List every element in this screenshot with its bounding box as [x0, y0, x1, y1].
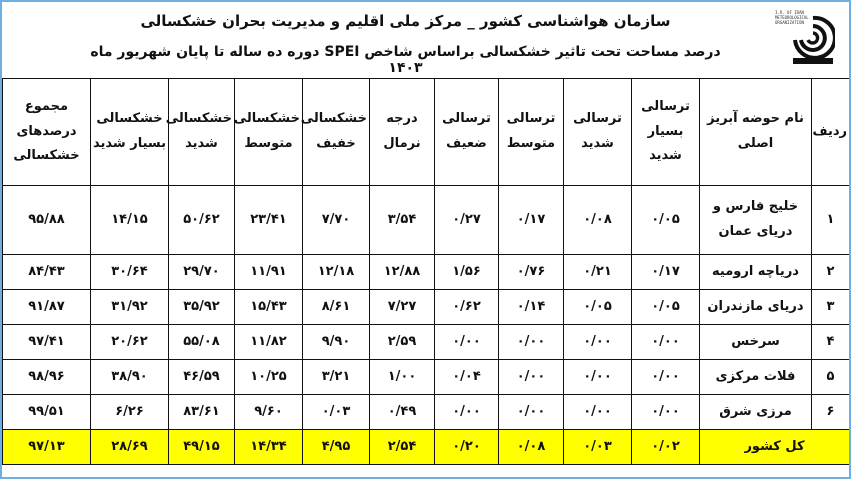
table-cell: ۰/۰۵: [564, 290, 632, 325]
total-cell: ۱۴/۳۴: [235, 430, 303, 465]
table-cell: ۲۰/۶۲: [91, 325, 169, 360]
column-header: ترسالی شدید: [564, 79, 632, 186]
report-header: [2, 2, 849, 79]
table-cell: ۱۱/۸۲: [235, 325, 303, 360]
table-header-row: [3, 79, 850, 186]
table-cell: ۸۴/۴۳: [3, 255, 91, 290]
spiral-logo-icon: [791, 14, 835, 66]
row-index: ۱: [812, 186, 850, 255]
column-header: نام حوضه آبریز اصلی: [700, 79, 812, 186]
table-cell: ۳۸/۹۰: [91, 360, 169, 395]
table-cell: ۳۰/۶۴: [91, 255, 169, 290]
table-cell: ۱۵/۴۳: [235, 290, 303, 325]
basin-name: خلیج فارس و دریای عمان: [700, 186, 812, 255]
table-row: [3, 255, 850, 290]
column-header: ترسالی بسیار شدید: [632, 79, 700, 186]
table-cell: ۶/۲۶: [91, 395, 169, 430]
basin-name: دریاچه ارومیه: [700, 255, 812, 290]
basin-name: فلات مرکزی: [700, 360, 812, 395]
table-row: [3, 325, 850, 360]
total-cell: ۰/۰۸: [499, 430, 564, 465]
table-cell: ۹۱/۸۷: [3, 290, 91, 325]
row-index: ۶: [812, 395, 850, 430]
table-cell: ۳۵/۹۲: [169, 290, 235, 325]
table-cell: ۷/۷۰: [303, 186, 370, 255]
table-row: [3, 360, 850, 395]
table-cell: ۰/۰۰: [435, 325, 499, 360]
column-header: مجموع درصدهای خشکسالی: [3, 79, 91, 186]
report-subtitle: درصد مساحت تحت تاثیر خشکسالی براساس شاخص SPEI دوره ده ساله تا پایان شهریور ماه ۱۴۰۳: [90, 44, 721, 76]
table-cell: ۱۴/۱۵: [91, 186, 169, 255]
row-index: ۳: [812, 290, 850, 325]
table-cell: ۹۸/۹۶: [3, 360, 91, 395]
table-cell: ۹۹/۵۱: [3, 395, 91, 430]
table-cell: ۰/۰۰: [499, 325, 564, 360]
column-header: خشکسالی متوسط: [235, 79, 303, 186]
table-cell: ۰/۲۱: [564, 255, 632, 290]
table-cell: ۰/۰۵: [632, 290, 700, 325]
column-header: درجه نرمال: [370, 79, 435, 186]
table-cell: ۰/۰۰: [632, 360, 700, 395]
total-cell: ۴۹/۱۵: [169, 430, 235, 465]
table-cell: ۰/۲۷: [435, 186, 499, 255]
table-cell: ۱/۰۰: [370, 360, 435, 395]
logo-caption: I.R. OF IRAN METEOROLOGICAL ORGANIZATION: [775, 10, 809, 25]
table-cell: ۰/۰۵: [632, 186, 700, 255]
organization-logo: [775, 10, 835, 72]
table-cell: ۴۶/۵۹: [169, 360, 235, 395]
table-cell: ۰/۰۰: [632, 325, 700, 360]
table-cell: ۹۵/۸۸: [3, 186, 91, 255]
column-header: خشکسالی خفیف: [303, 79, 370, 186]
total-cell: ۴/۹۵: [303, 430, 370, 465]
table-cell: ۰/۶۲: [435, 290, 499, 325]
table-cell: ۳۱/۹۲: [91, 290, 169, 325]
table-cell: ۸/۶۱: [303, 290, 370, 325]
table-cell: ۰/۰۰: [564, 395, 632, 430]
column-header: خشکسالی بسیار شدید: [91, 79, 169, 186]
report-title: سازمان هواشناسی کشور _ مرکز ملی اقلیم و مدیریت بحران خشکسالی: [140, 12, 671, 30]
table-cell: ۰/۰۰: [632, 395, 700, 430]
table-cell: ۱۲/۸۸: [370, 255, 435, 290]
row-index: ۵: [812, 360, 850, 395]
table-cell: ۳/۵۴: [370, 186, 435, 255]
total-cell: ۰/۲۰: [435, 430, 499, 465]
table-cell: ۰/۰۴: [435, 360, 499, 395]
table-cell: ۰/۴۹: [370, 395, 435, 430]
table-cell: ۰/۰۰: [499, 360, 564, 395]
table-cell: ۸۳/۶۱: [169, 395, 235, 430]
total-cell: ۰/۰۳: [564, 430, 632, 465]
table-cell: ۰/۰۰: [435, 395, 499, 430]
row-index: ۲: [812, 255, 850, 290]
table-cell: ۱۱/۹۱: [235, 255, 303, 290]
row-index: ۴: [812, 325, 850, 360]
table-cell: ۳/۲۱: [303, 360, 370, 395]
table-row: [3, 186, 850, 255]
table-cell: ۰/۰۳: [303, 395, 370, 430]
column-header: خشکسالی شدید: [169, 79, 235, 186]
column-header: ترسالی ضعیف: [435, 79, 499, 186]
table-cell: ۲۳/۴۱: [235, 186, 303, 255]
table-cell: ۹/۶۰: [235, 395, 303, 430]
table-cell: ۹۷/۴۱: [3, 325, 91, 360]
basin-name: مرزی شرق: [700, 395, 812, 430]
basin-name: سرخس: [700, 325, 812, 360]
table-cell: ۰/۱۷: [632, 255, 700, 290]
total-cell: ۲۸/۶۹: [91, 430, 169, 465]
table-cell: ۱۰/۲۵: [235, 360, 303, 395]
table-cell: ۱/۵۶: [435, 255, 499, 290]
table-cell: ۰/۱۴: [499, 290, 564, 325]
table-cell: ۰/۷۶: [499, 255, 564, 290]
table-cell: ۷/۲۷: [370, 290, 435, 325]
table-row: [3, 290, 850, 325]
table-cell: ۰/۰۰: [564, 360, 632, 395]
total-cell: ۰/۰۲: [632, 430, 700, 465]
total-row: [3, 430, 850, 465]
table-cell: ۰/۱۷: [499, 186, 564, 255]
total-label: کل کشور: [700, 430, 850, 465]
basin-name: دریای مازندران: [700, 290, 812, 325]
table-cell: ۲/۵۹: [370, 325, 435, 360]
table-row: [3, 395, 850, 430]
table-cell: ۰/۰۰: [499, 395, 564, 430]
table-cell: ۰/۰۰: [564, 325, 632, 360]
table-cell: ۵۰/۶۲: [169, 186, 235, 255]
total-cell: ۲/۵۴: [370, 430, 435, 465]
table-cell: ۱۲/۱۸: [303, 255, 370, 290]
table-cell: ۵۵/۰۸: [169, 325, 235, 360]
drought-table: [2, 78, 850, 465]
table-cell: ۹/۹۰: [303, 325, 370, 360]
total-cell: ۹۷/۱۳: [3, 430, 91, 465]
column-header: ردیف: [812, 79, 850, 186]
table-cell: ۰/۰۸: [564, 186, 632, 255]
table-cell: ۲۹/۷۰: [169, 255, 235, 290]
column-header: ترسالی متوسط: [499, 79, 564, 186]
